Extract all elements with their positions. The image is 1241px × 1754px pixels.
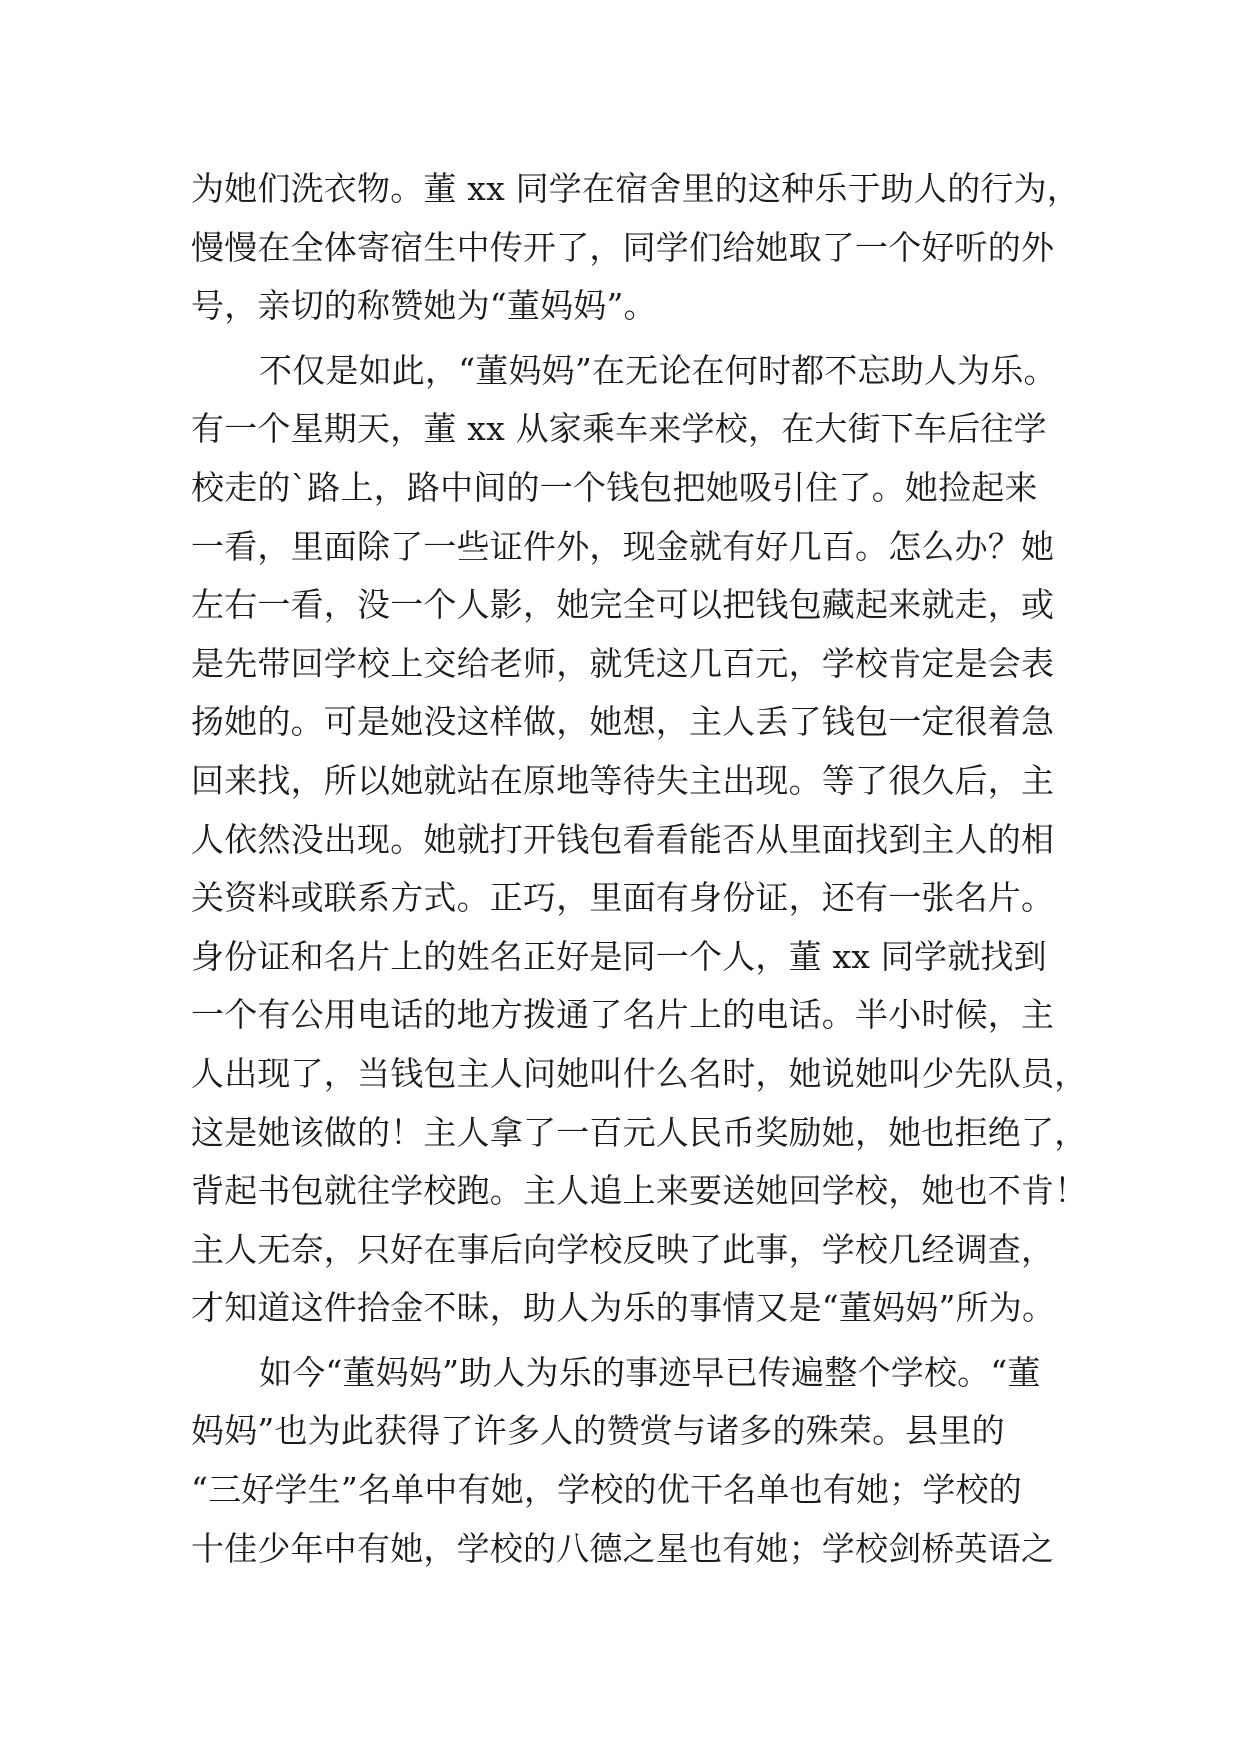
- text-line: 这是她该做的！主人拿了一百元人民币奖励她，她也拒绝了，: [191, 1112, 1088, 1152]
- text-line: 关资料或联系方式。正巧，里面有身份证，还有一张名片。: [191, 878, 1055, 918]
- text-line: 十佳少年中有她，学校的八德之星也有她；学校剑桥英语之: [191, 1528, 1055, 1568]
- text-line: 回来找，所以她就站在原地等待失主出现。等了很久后，主: [191, 760, 1055, 800]
- text-line: 为她们洗衣物。董 xx 同学在宿舍里的这种乐于助人的行为，: [191, 169, 1081, 208]
- text-line: 有一个星期天，董 xx 从家乘车来学校，在大街下车后往学: [191, 409, 1047, 449]
- text-line: 才知道这件拾金不昧，助人为乐的事情又是“董妈妈”所为。: [191, 1288, 1056, 1328]
- paragraph-1: [191, 160, 1081, 336]
- paragraph-3: [191, 1344, 1055, 1578]
- text-line: “三好学生”名单中有她，学校的优干名单也有她；学校的: [191, 1470, 1022, 1510]
- text-line: 人出现了，当钱包主人问她叫什么名时，她说她叫少先队员，: [191, 1053, 1088, 1093]
- text-line: 人依然没出现。她就打开钱包看看能否从里面找到主人的相: [191, 819, 1055, 859]
- text-line: 一个有公用电话的地方拨通了名片上的电话。半小时候，主: [191, 995, 1055, 1035]
- text-line: 背起书包就往学校跑。主人追上来要送她回学校，她也不肯！: [191, 1171, 1088, 1211]
- text-line: 是先带回学校上交给老师，就凭这几百元，学校肯定是会表: [191, 643, 1055, 683]
- text-line: 一看，里面除了一些证件外，现金就有好几百。怎么办？她: [191, 526, 1055, 566]
- text-line: 号，亲切的称赞她为“董妈妈”。: [191, 286, 657, 326]
- text-line: 主人无奈，只好在事后向学校反映了此事，学校几经调查，: [191, 1229, 1055, 1269]
- body-text: [191, 160, 1088, 1578]
- text-line: 慢慢在全体寄宿生中传开了，同学们给她取了一个好听的外: [191, 227, 1055, 267]
- text-line: 左右一看，没一个人影，她完全可以把钱包藏起来就走，或: [191, 585, 1055, 625]
- text-line: 如今“董妈妈”助人为乐的事迹早已传遍整个学校。“董: [259, 1352, 1041, 1392]
- paragraph-2: [191, 342, 1088, 1338]
- text-line: 身份证和名片上的姓名正好是同一个人，董 xx 同学就找到: [191, 936, 1047, 976]
- text-line: 校走的`路上，路中间的一个钱包把她吸引住了。她捡起来: [191, 467, 1038, 507]
- text-line: 扬她的。可是她没这样做，她想，主人丢了钱包一定很着急: [191, 702, 1055, 742]
- text-line: 妈妈”也为此获得了许多人的赞赏与诸多的殊荣。县里的: [191, 1411, 1005, 1451]
- text-line: 不仅是如此，“董妈妈”在无论在何时都不忘助人为乐。: [259, 350, 1057, 390]
